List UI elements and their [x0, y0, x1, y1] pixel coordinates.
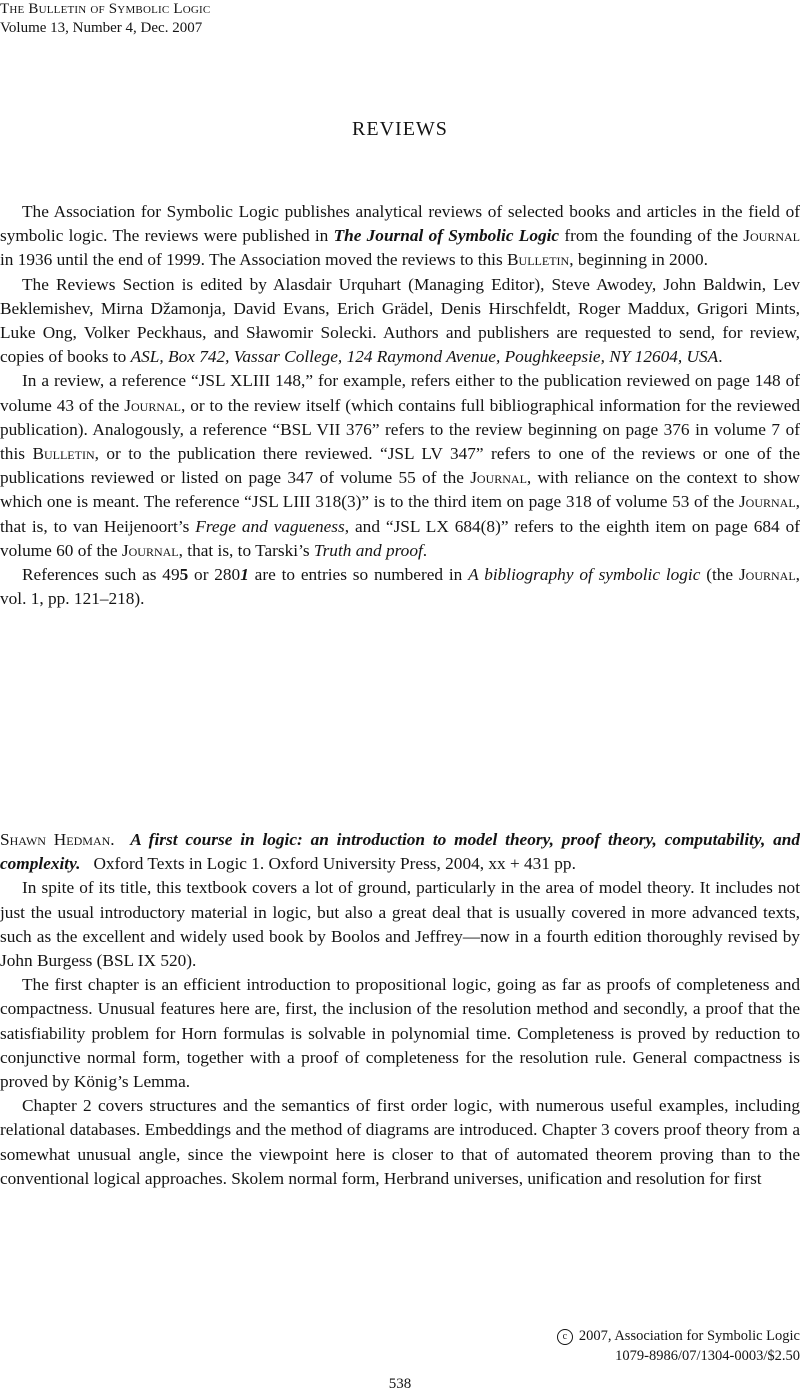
article-code: 1079-8986/07/1304-0003/$2.50 — [615, 1348, 800, 1364]
volume-line: Volume 13, Number 4, Dec. 2007 — [0, 20, 203, 36]
running-header — [0, 0, 210, 38]
page-title: REVIEWS — [352, 118, 448, 140]
page-number: 538 — [388, 1376, 412, 1392]
intro-paragraph: In a review, a reference “JSL XLIII 148,” for example, refers either to the publication reviewed on page 148 of volume 43 of the Journal, or to the review itself (which contains full bibliographical information for the reviewed publication). Analogously, a reference “BSL VII 376” refers to the review beginning on page 376 in volume 7 of this Bulletin, or to the publication there reviewed. “JSL LV 347” refers to one of the reviews or one of the publications reviewed or listed on page 347 of volume 55 of the Journal, with reliance on the context to show which one is meant. The reference “JSL LIII 318(3)” is to the third item on page 318 of volume 53 of the Journal, that is, to van Heijenoort’s Frege and vagueness, and “JSL LX 684(8)” refers to the eighth item on page 684 of volume 60 of the Journal, that is, to Tarski’s Truth and proof. — [0, 371, 800, 560]
review-book-title: A first course in logic: an introduction to model theory, proof theory, computability, and complexity. — [0, 830, 800, 874]
journal-title: The Journal of Symbolic Logic — [333, 226, 560, 246]
intro-paragraph: The Reviews Section is edited by Alasdair Urquhart (Managing Editor), Steve Awodey, John Baldwin, Lev Beklemishev, Mirna Džamonja, David Evans, Erich Grädel, Denis Hirschfeldt, Roger Maddux, Grigori Mints, Luke Ong, Volker Peckhaus, and Sławomir Solecki. Authors and publishers are requested to send, for review, copies of books to ASL, Box 742, Vassar College, 124 Raymond Avenue, Poughkeepsie, NY 12604, USA. — [0, 274, 800, 367]
intro-paragraph: The Association for Symbolic Logic publishes analytical reviews of selected books and articles in the field of symbolic logic. The reviews were published in The Journal of Symbolic Logic from the founding of the Journal in 1936 until the end of 1999. The Association moved the reviews to this Bulletin, beginning in 2000. — [0, 202, 800, 270]
review-paragraph: Chapter 2 covers structures and the semantics of first order logic, with numerous useful examples, including relational databases. Embeddings and the method of diagrams are introduced. Chapter 3 covers proof theory from a somewhat unusual angle, since the viewpoint here is closer to that of automated theorem proving than to the conventional logical approaches. Skolem normal form, Herbrand universes, unification and resolution for first — [0, 1096, 800, 1188]
review-paragraph: The first chapter is an efficient introduction to propositional logic, going as far as proofs of completeness and compactness. Unusual features here are, first, the inclusion of the resolution method and secondly, a proof that the satisfiability problem for Horn formulas is solvable in polynomial time. Completeness is proved by reduction to conjunctive normal form, together with a proof of completeness for the resolution rule. General compactness is proved by König’s Lemma. — [0, 975, 800, 1092]
copyright-icon: c — [557, 1329, 573, 1345]
review-heading — [0, 828, 800, 876]
intro-paragraph: References such as 495 or 2801 are to entries so numbered in A bibliography of symbolic logic (the Journal, vol. 1, pp. 121–218). — [0, 565, 800, 609]
intro-section — [0, 200, 800, 611]
review-author: Shawn Hedman. — [0, 830, 115, 849]
copyright-block — [557, 1326, 800, 1366]
review-section — [0, 828, 800, 1191]
review-paragraph: In spite of its title, this textbook covers a lot of ground, particularly in the area of model theory. It includes not just the usual introductory material in logic, but also a great deal that is usually covered in more advanced texts, such as the excellent and widely used book by Boolos and Jeffrey—now in a fourth edition thoroughly revised by John Burgess (BSL IX 520). — [0, 878, 800, 971]
copyright-text: 2007, Association for Symbolic Logic — [578, 1328, 800, 1344]
journal-name: The Bulletin of Symbolic Logic — [0, 1, 211, 17]
review-publication: Oxford Texts in Logic 1. Oxford University Press, 2004, xx + 431 pp. — [93, 854, 576, 874]
mailing-address: ASL, Box 742, Vassar College, 124 Raymond Avenue, Poughkeepsie, NY 12604, USA — [130, 347, 719, 367]
